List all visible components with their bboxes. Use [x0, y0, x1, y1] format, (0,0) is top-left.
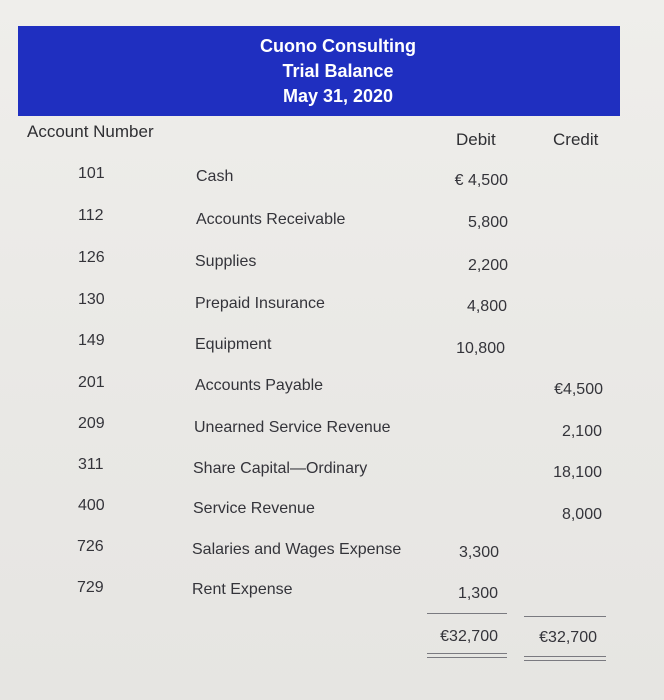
debit-total-double-rule-top — [427, 653, 507, 654]
credit-subtotal-rule — [524, 616, 606, 617]
account-name: Service Revenue — [193, 500, 315, 517]
debit-amount: 2,200 — [467, 257, 508, 274]
account-number: 209 — [78, 415, 105, 432]
credit-amount: 2,100 — [561, 423, 602, 440]
account-number: 201 — [78, 374, 105, 391]
report-title-block — [238, 34, 438, 109]
debit-total: €32,700 — [440, 628, 498, 645]
account-name: Cash — [196, 168, 234, 185]
account-name: Supplies — [195, 253, 257, 270]
account-number: 149 — [78, 332, 105, 349]
account-number: 400 — [78, 497, 105, 514]
account-number-header: Account Number — [27, 122, 154, 141]
account-name: Unearned Service Revenue — [194, 419, 391, 436]
debit-subtotal-rule — [427, 613, 507, 614]
account-number: 126 — [78, 249, 105, 266]
credit-total: €32,700 — [539, 629, 597, 646]
account-name: Rent Expense — [192, 581, 293, 598]
account-name: Equipment — [195, 336, 272, 353]
debit-amount: 10,800 — [456, 340, 505, 357]
account-name: Accounts Payable — [195, 377, 324, 394]
company-name: Cuono Consulting — [260, 36, 416, 56]
account-number: 311 — [78, 456, 104, 473]
debit-amount: 1,300 — [457, 585, 498, 602]
credit-header: Credit — [553, 130, 599, 149]
debit-amount: 3,300 — [458, 544, 499, 561]
credit-amount: €4,500 — [554, 381, 603, 398]
account-name: Share Capital—Ordinary — [193, 460, 368, 477]
account-number: 729 — [77, 579, 104, 596]
account-number: 101 — [78, 165, 105, 182]
debit-header: Debit — [456, 130, 496, 149]
account-number: 112 — [78, 207, 104, 224]
account-number: 130 — [78, 291, 105, 308]
report-header — [18, 26, 620, 116]
debit-total-double-rule-bottom — [427, 657, 507, 658]
account-name: Salaries and Wages Expense — [192, 541, 402, 558]
credit-total-double-rule-top — [524, 656, 606, 657]
debit-amount: 5,800 — [467, 214, 508, 231]
report-date: May 31, 2020 — [282, 86, 394, 106]
account-name: Accounts Receivable — [196, 211, 346, 228]
debit-amount: 4,800 — [466, 298, 507, 315]
debit-amount: € 4,500 — [454, 172, 508, 189]
credit-amount: 18,100 — [553, 464, 602, 481]
account-number: 726 — [77, 538, 104, 555]
credit-amount: 8,000 — [561, 506, 602, 523]
credit-total-double-rule-bottom — [524, 660, 606, 661]
report-name: Trial Balance — [282, 61, 394, 81]
account-name: Prepaid Insurance — [195, 295, 325, 312]
